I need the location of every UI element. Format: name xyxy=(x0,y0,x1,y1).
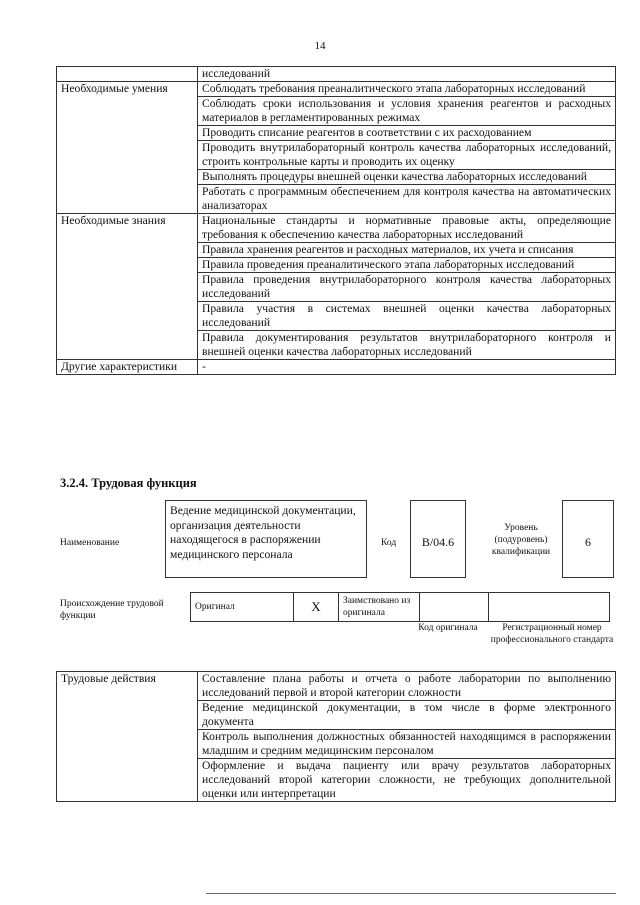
labor-actions-table xyxy=(56,671,616,802)
original-mark: X xyxy=(294,593,339,622)
row-item: Оформление и выдача пациенту или врачу результатов лабораторных исследований второй категории сложности, не требующих дополнительной оценки или интерпретации xyxy=(198,759,616,802)
page-number: 14 xyxy=(314,40,326,52)
row-item: Правила документирования результатов внутрилабораторного контроля и внешней оценки качества лабораторных исследований xyxy=(198,331,616,360)
code-label: Код xyxy=(381,538,397,548)
code-value: B/04.6 xyxy=(410,500,466,578)
row-item: Соблюдать сроки использования и условия хранения реагентов и расходных материалов в регламентированных режимах xyxy=(198,97,616,126)
row-item: Национальные стандарты и нормативные правовые акты, определяющие требования к обеспечению качества лабораторных исследований xyxy=(198,214,616,243)
table-row xyxy=(57,67,616,82)
row-label: Необходимые знания xyxy=(57,214,198,360)
borrowed-label: Заимствовано из оригинала xyxy=(339,593,420,622)
origin-table xyxy=(190,592,610,622)
row-item: Контроль выполнения должностных обязанностей находящимся в распоряжении младшим и средним медицинским персоналом xyxy=(198,730,616,759)
reg-number-cell xyxy=(489,593,610,622)
origin-code-cell xyxy=(420,593,489,622)
original-label: Оригинал xyxy=(191,593,294,622)
row-item: Проводить списание реагентов в соответствии с их расходованием xyxy=(198,126,616,141)
row-item: Правила проведения внутрилабораторного контроля качества лабораторных исследований xyxy=(198,273,616,302)
name-label: Наименование xyxy=(60,538,120,548)
row-label: Трудовые действия xyxy=(57,672,198,802)
row-item: - xyxy=(198,360,616,375)
row-item: исследований xyxy=(198,67,616,82)
row-label: Необходимые умения xyxy=(57,82,198,214)
footer-line xyxy=(206,893,616,894)
row-item: Соблюдать требования преаналитического этапа лабораторных исследований xyxy=(198,82,616,97)
row-item: Правила участия в системах внешней оценки качества лабораторных исследований xyxy=(198,302,616,331)
origin-code-label: Код оригинала xyxy=(418,623,478,633)
row-item: Правила хранения реагентов и расходных материалов, их учета и списания xyxy=(198,243,616,258)
function-name-value: Ведение медицинской документации, организация деятельности находящегося в распоряжении медицинского персонала xyxy=(165,500,367,578)
table-row xyxy=(57,82,616,97)
row-item: Составление плана работы и отчета о работе лаборатории по выполнению исследований первой и второй категории сложности xyxy=(198,672,616,701)
table-row xyxy=(57,214,616,243)
row-item: Работать с программным обеспечением для контроля качества на автоматических анализаторах xyxy=(198,185,616,214)
row-label xyxy=(57,67,198,82)
row-label: Другие характеристики xyxy=(57,360,198,375)
section-title: 3.2.4. Трудовая функция xyxy=(60,476,197,490)
level-value: 6 xyxy=(562,500,614,578)
row-item: Правила проведения преаналитического этапа лабораторных исследований xyxy=(198,258,616,273)
row-item: Проводить внутрилабораторный контроль качества лабораторных исследований, строить контрольные карты и проводить их оценку xyxy=(198,141,616,170)
row-item: Ведение медицинской документации, в том числе в форме электронного документа xyxy=(198,701,616,730)
row-item: Выполнять процедуры внешней оценки качества лабораторных исследований xyxy=(198,170,616,185)
table-row xyxy=(57,360,616,375)
table-row xyxy=(57,672,616,701)
origin-label: Происхождение трудовой функции xyxy=(60,599,164,621)
competencies-table xyxy=(56,66,616,375)
level-label: Уровень (подуровень) квалификации xyxy=(491,523,551,557)
reg-number-label: Регистрационный номер профессионального стандарта xyxy=(490,623,614,645)
